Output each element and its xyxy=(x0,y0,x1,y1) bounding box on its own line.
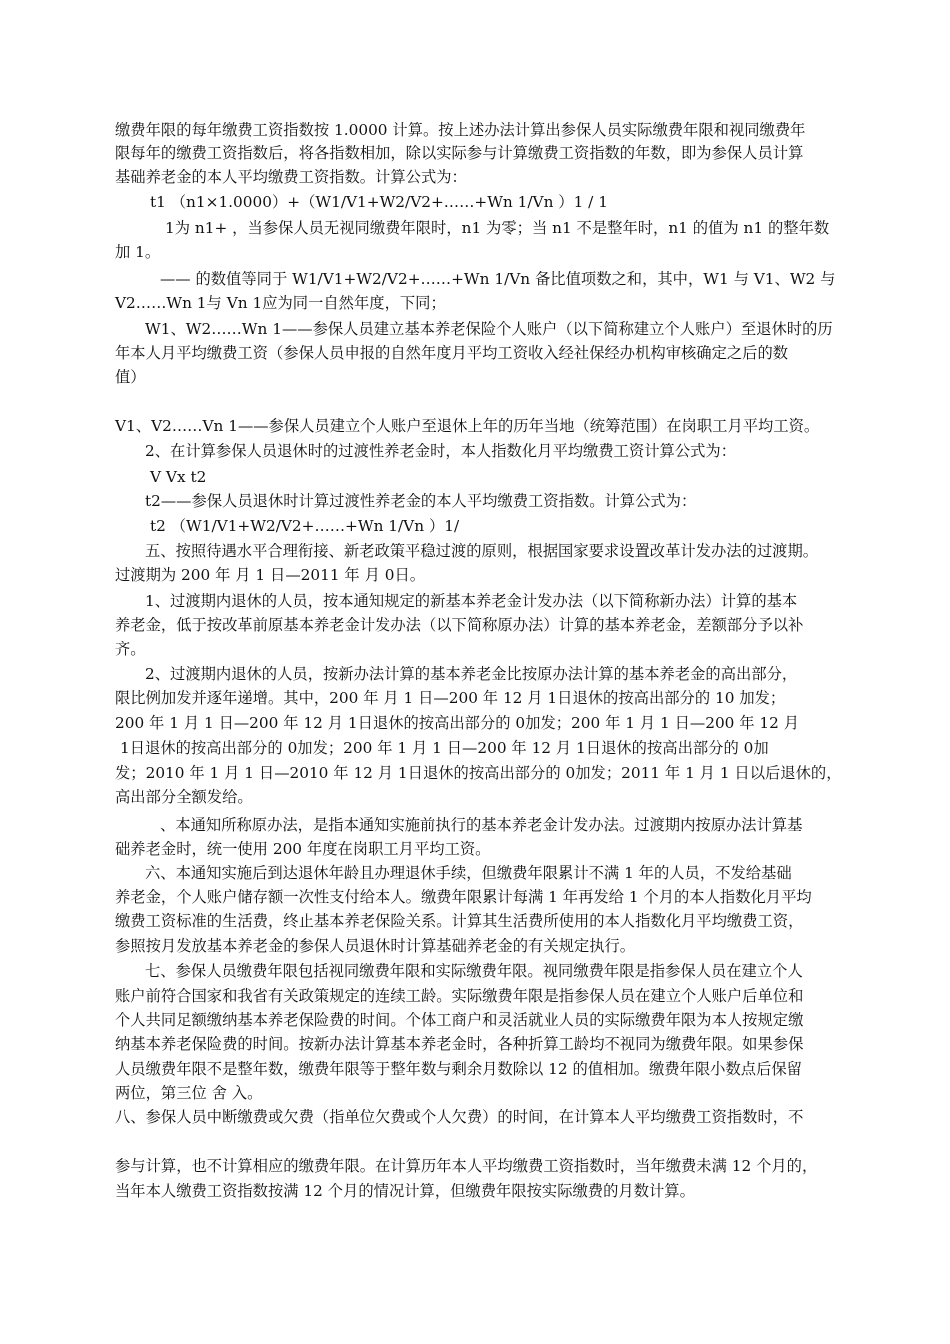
text-line: 两位，第三位 舍 入。 xyxy=(115,1084,263,1102)
text-line: 参照按月发放基本养老金的参保人员退休时计算基础养老金的有关规定执行。 xyxy=(115,937,636,955)
formula-line: V Vx t2 xyxy=(150,468,207,486)
text-line: 发；2010 年 1 月 1 日—2010 年 12 月 1日退休的按高出部分的 0加发；2011 年 1 月 1 日以后退休的， xyxy=(115,764,842,782)
text-line: 当年本人缴费工资指数按满 12 个月的情况计算，但缴费年限按实际缴费的月数计算。 xyxy=(115,1182,695,1200)
text-line: 八、参保人员中断缴费或欠费（指单位欠费或个人欠费）的时间，在计算本人平均缴费工资指数时，不 xyxy=(115,1108,804,1126)
text-line: 2、过渡期内退休的人员，按新办法计算的基本养老金比按原办法计算的基本养老金的高出部分， xyxy=(145,665,798,683)
text-line: 基础养老金的本人平均缴费工资指数。计算公式为： xyxy=(115,168,467,186)
text-line: 限比例加发并逐年递增。其中，200 年 月 1 日—200 年 12 月 1日退休的按高出部分的 10 加发； xyxy=(115,689,786,707)
section-heading: 参与计算，也不计算相应的缴费年限。在计算历年本人平均缴费工资指数时，当年缴费未满 12 个月的， xyxy=(115,1157,818,1175)
text-line: t2——参保人员退休时计算过渡性养老金的本人平均缴费工资指数。计算公式为： xyxy=(145,492,697,510)
text-line: 200 年 1 月 1 日—200 年 12 月 1日退休的按高出部分的 0加发；200 年 1 月 1 日—200 年 12 月 xyxy=(115,714,800,732)
text-line: 齐。 xyxy=(115,640,146,658)
text-line: 人员缴费年限不是整年数，缴费年限等于整年数与剩余月数除以 12 的值相加。缴费年限小数点后保留 xyxy=(115,1060,802,1078)
section-heading: 七、参保人员缴费年限包括视同缴费年限和实际缴费年限。视同缴费年限是指参保人员在建立个人 xyxy=(145,962,803,980)
formula-line: t1 （n1×1.0000）+（W1/V1+W2/V2+……+Wn 1/Vn ）1 / 1 xyxy=(150,193,608,211)
text-line: V1、V2……Vn 1——参保人员建立个人账户至退休上年的历年当地（统筹范围）在岗职工月平均工资。 xyxy=(115,417,820,435)
text-line: 1为 n1+ ，当参保人员无视同缴费年限时，n1 为零；当 n1 不是整年时，n1 的值为 n1 的整年数 xyxy=(165,219,830,237)
text-line: 过渡期为 200 年 月 1 日—2011 年 月 0日。 xyxy=(115,566,426,584)
text-line: 缴费年限的每年缴费工资指数按 1.0000 计算。按上述办法计算出参保人员实际缴费年限和视同缴费年 xyxy=(115,121,806,139)
text-line: 1日退休的按高出部分的 0加发；200 年 1 月 1 日—200 年 12 月 1日退休的按高出部分的 0加 xyxy=(120,739,769,757)
section-heading: 五、按照待遇水平合理衔接、新老政策平稳过渡的原则，根据国家要求设置改革计发办法的过渡期。 xyxy=(145,542,819,560)
text-line: 2、在计算参保人员退休时的过渡性养老金时，本人指数化月平均缴费工资计算公式为： xyxy=(145,442,737,460)
text-line: —— 的数值等同于 W1/V1+W2/V2+……+Wn 1/Vn 备比值项数之和，其中，W1 与 V1、W2 与 xyxy=(160,270,836,288)
formula-line: t2 （W1/V1+W2/V2+……+Wn 1/Vn ）1/ xyxy=(150,517,460,535)
text-line: 个人共同足额缴纳基本养老保险费的时间。个体工商户和灵活就业人员的实际缴费年限为本人按规定缴 xyxy=(115,1011,804,1029)
text-line: 高出部分全额发给。 xyxy=(115,788,253,806)
text-line: 账户前符合国家和我省有关政策规定的连续工龄。实际缴费年限是指参保人员在建立个人账户后单位和 xyxy=(115,987,804,1005)
text-line: 1、过渡期内退休的人员，按本通知规定的新基本养老金计发办法（以下简称新办法）计算的基本 xyxy=(145,592,798,610)
section-heading: 六、本通知实施后到达退休年龄且办理退休手续，但缴费年限累计不满 1 年的人员，不发给基础 xyxy=(145,864,792,882)
text-line: 础养老金时，统一使用 200 年度在岗职工月平均工资。 xyxy=(115,840,491,858)
text-line: 值） xyxy=(115,368,146,386)
text-line: 、本通知所称原办法，是指本通知实施前执行的基本养老金计发办法。过渡期内按原办法计算基 xyxy=(160,816,803,834)
text-line: V2……Wn 1与 Vn 1应为同一自然年度，下同； xyxy=(115,294,446,312)
text-line: 缴费工资标准的生活费，终止基本养老保险关系。计算其生活费所使用的本人指数化月平均缴费工资， xyxy=(115,912,804,930)
text-line: 养老金，个人账户储存额一次性支付给本人。缴费年限累计每满 1 年再发给 1 个月的本人指数化月平均 xyxy=(115,888,812,906)
text-line: 限每年的缴费工资指数后，将各指数相加，除以实际参与计算缴费工资指数的年数，即为参保人员计算 xyxy=(115,144,804,162)
text-line: 养老金，低于按改革前原基本养老金计发办法（以下简称原办法）计算的基本养老金，差额部分予以补 xyxy=(115,616,804,634)
text-line: W1、W2……Wn 1——参保人员建立基本养老保险个人账户（以下简称建立个人账户）至退休时的历 xyxy=(145,320,833,338)
text-line: 年本人月平均缴费工资（参保人员申报的自然年度月平均工资收入经社保经办机构审核确定之后的数 xyxy=(115,344,789,362)
text-line: 加 1。 xyxy=(115,243,161,261)
text-line: 纳基本养老保险费的时间。按新办法计算基本养老金时，各种折算工龄均不视同为缴费年限。如果参保 xyxy=(115,1035,804,1053)
